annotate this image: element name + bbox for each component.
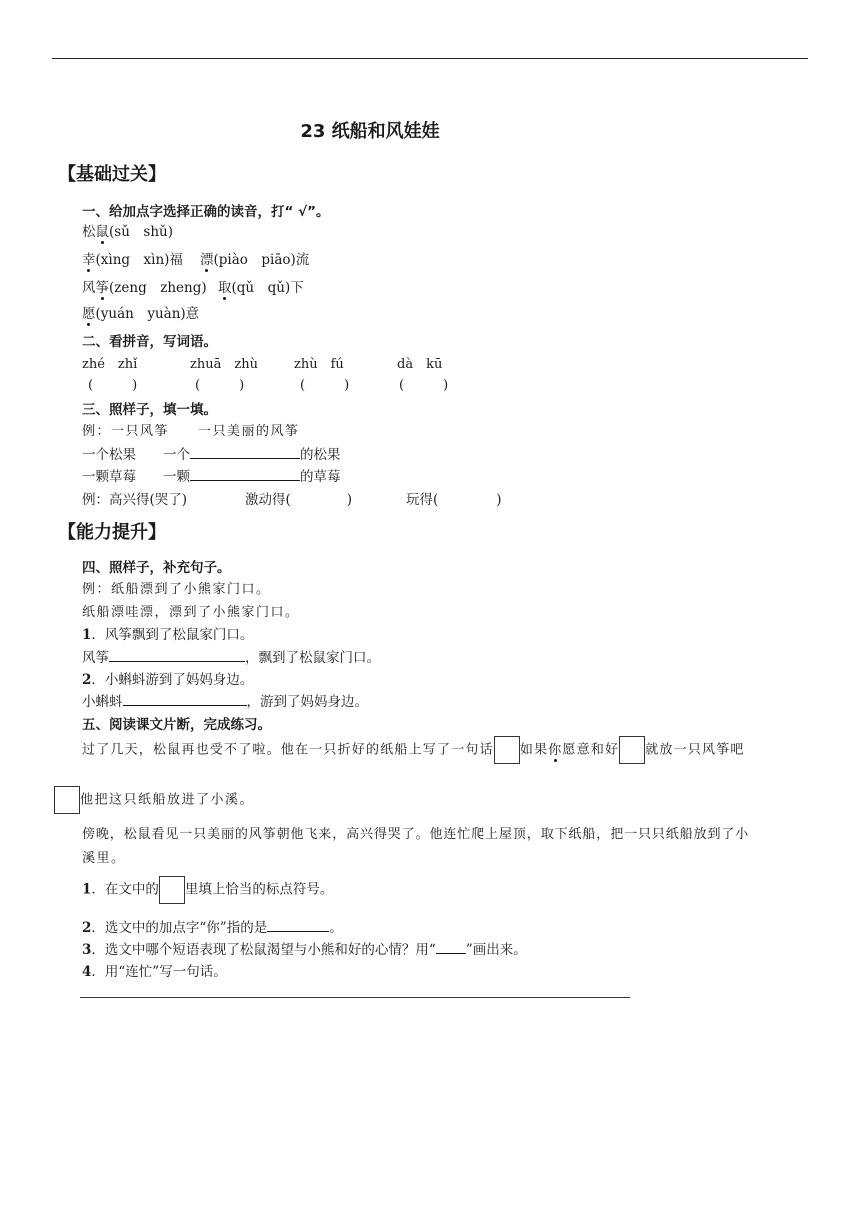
- fill-blank[interactable]: [190, 444, 300, 459]
- q3-example-2: 例：高兴得(哭了): [82, 492, 188, 508]
- q5-subquestion-4: 4．用“连忙”写一句话。: [82, 964, 227, 980]
- q5-subquestion-1: 1．在文中的 里填上恰当的标点符号。: [82, 876, 333, 904]
- pinyin-3: zhù fú: [294, 357, 344, 372]
- q3-heading: 三、照样子，填一填。: [82, 402, 217, 418]
- answer-paren-2[interactable]: ( ): [195, 378, 245, 393]
- punctuation-box-2[interactable]: [619, 736, 645, 764]
- q1-heading: 一、给加点字选择正确的读音，打“ √”。: [82, 204, 330, 220]
- q4-example-a: 例：纸船漂到了小熊家门口。: [82, 582, 271, 597]
- answer-paren-4[interactable]: ( ): [399, 378, 449, 393]
- q4-sentence-1: 1．风筝飘到了松鼠家门口。: [82, 627, 254, 643]
- answer-paren-3[interactable]: ( ): [300, 378, 350, 393]
- q5-passage-line-2: 他把这只纸船放进了小溪。: [54, 786, 254, 814]
- dotted-char: 取: [218, 276, 232, 296]
- q4-fill-1: 风筝 ，飘到了松鼠家门口。: [82, 646, 380, 666]
- q5-passage-line-1: 过了几天，松鼠再也受不了啦。他在一只折好的纸船上写了一句话 如果你愿意和好 就放一只风筝吧: [82, 736, 745, 764]
- q1-item-2a: 幸(xìng xìn)福: [82, 248, 183, 268]
- pinyin-2: zhuā zhù: [190, 357, 258, 372]
- fill-blank[interactable]: [123, 691, 247, 706]
- punctuation-box-3[interactable]: [54, 786, 80, 814]
- q5-passage-line-4: 溪里。: [82, 851, 126, 866]
- header-rule: [52, 58, 808, 59]
- q4-heading: 四、照样子，补充句子。: [82, 560, 231, 576]
- dotted-char: 筝: [96, 276, 110, 296]
- q5-subquestion-2: 2．选文中的加点字“你”指的是 。: [82, 916, 343, 936]
- fill-blank[interactable]: [190, 466, 300, 481]
- q2-heading: 二、看拼音，写词语。: [82, 334, 217, 350]
- dotted-char: 幸: [82, 248, 96, 268]
- page-title: 23 纸船和风娃娃: [300, 121, 440, 142]
- underline-sample: [436, 939, 466, 954]
- q3-example: 例：一只风筝 一只美丽的风筝: [82, 424, 300, 439]
- q3-line-1: 一个松果 一个 的松果: [82, 443, 341, 463]
- box-icon: [159, 876, 185, 904]
- q3-word-3: 玩得( ): [406, 492, 502, 508]
- dotted-char: 漂: [200, 248, 214, 268]
- dotted-char: 你: [548, 739, 562, 758]
- q1-item-3b: 取(qǔ qǔ)下: [218, 276, 304, 296]
- q4-example-b: 纸船漂哇漂，漂到了小熊家门口。: [82, 605, 300, 620]
- section-basic-heading: 【基础过关】: [58, 164, 166, 185]
- q1-item-4: 愿(yuán yuàn)意: [82, 302, 199, 322]
- q5-heading: 五、阅读课文片断，完成练习。: [82, 717, 271, 733]
- punctuation-box-1[interactable]: [494, 736, 520, 764]
- fill-blank[interactable]: [109, 647, 245, 662]
- pinyin-4: dà kū: [397, 357, 443, 372]
- dotted-char: 鼠: [96, 220, 110, 240]
- pinyin-1: zhé zhǐ: [82, 357, 138, 372]
- q4-fill-2: 小蝌蚪 ，游到了妈妈身边。: [82, 690, 368, 710]
- q3-word-2: 激动得( ): [245, 492, 353, 508]
- q3-line-2: 一颗草莓 一颗 的草莓: [82, 465, 341, 485]
- answer-paren-1[interactable]: ( ): [88, 378, 138, 393]
- answer-line[interactable]: [80, 997, 630, 998]
- q5-subquestion-3: 3．选文中哪个短语表现了松鼠渴望与小熊和好的心情？用“ ”画出来。: [82, 938, 527, 958]
- dotted-char: 愿: [82, 302, 96, 322]
- section-advanced-heading: 【能力提升】: [58, 522, 166, 543]
- q1-item-3a: 风筝(zeng zheng): [82, 276, 207, 296]
- fill-blank[interactable]: [267, 917, 329, 932]
- q5-passage-line-3: 傍晚，松鼠看见一只美丽的风筝朝他飞来，高兴得哭了。他连忙爬上屋顶，取下纸船，把一只只纸船放到了小: [82, 827, 750, 842]
- q1-item-1: 松鼠(sǔ shǔ): [82, 220, 173, 240]
- q4-sentence-2: 2．小蝌蚪游到了妈妈身边。: [82, 672, 254, 688]
- q1-item-2b: 漂(piào piāo)流: [200, 248, 309, 268]
